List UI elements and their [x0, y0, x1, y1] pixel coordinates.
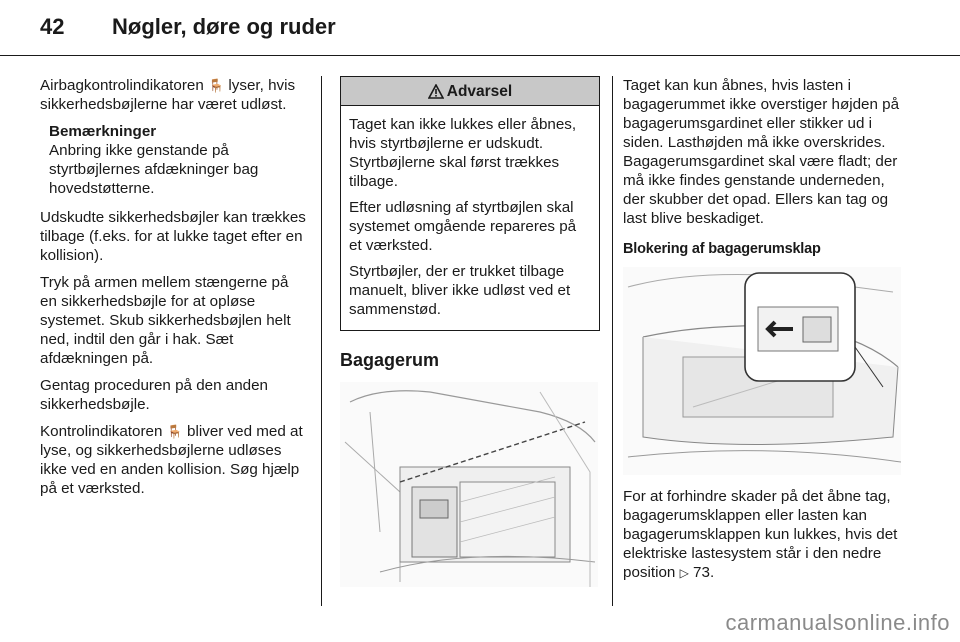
watermark: carmanualsonline.info: [725, 610, 950, 635]
note-title: Bemærkninger: [49, 123, 157, 140]
column-3: [623, 76, 903, 591]
warning-paragraph-1: Taget kan ikke lukkes eller åbnes, hvis styrtbøjlerne er udskudt. Styrtbøjlerne skal først trækkes tilbage.: [349, 116, 577, 190]
warning-paragraph-3: Styrtbøjler, der er trukket tilbage manuelt, bliver ikke udløst ved et sammenstød.: [349, 263, 571, 318]
note-block: [49, 122, 306, 198]
column-divider-2: [612, 76, 613, 606]
paragraph-roof-load: Taget kan kun åbnes, hvis lasten i bagagerummet ikke overstiger højden på bagagerumsgardinet eller stikker ud i siden. Lasthøjden må ikke overskrides. Bagagerumsgardinet skal være fladt; der må ikke findes genstande underneden, der skubber det opad. Ellers kan tag og last blive beskadiget.: [623, 77, 900, 227]
warning-box: [340, 76, 600, 331]
section-title-bagagerum: Bagagerum: [340, 350, 440, 370]
trunk-lock-illustration: [623, 267, 901, 475]
warning-body: [341, 106, 599, 330]
paragraph-retract: Udskudte sikkerhedsbøjler kan trækkes tilbage (f.eks. for at lukke taget efter en kollision).: [40, 209, 306, 264]
paragraph-indicator: Kontrolindikatoren 🪑 bliver ved med at lyse, og sikkerhedsbøjlerne udløses ikke ved en anden kollision. Søg hjælp på et værksted.: [40, 423, 303, 497]
page-reference-icon: ▷: [679, 566, 689, 580]
airbag-indicator-icon: 🪑: [166, 424, 183, 439]
warning-triangle-icon: [428, 84, 444, 99]
subtitle-trunk-lock: Blokering af bagagerumsklap: [623, 241, 821, 257]
paragraph-repeat: Gentag proceduren på den anden sikkerhedsbøjle.: [40, 377, 268, 413]
paragraph-trunk-lock: For at forhindre skader på det åbne tag, bagagerumsklappen eller lasten kan bagagerumsklappen kun lukkes, hvis det elektriske lastesystem står i den nedre position ▷ 73.: [623, 488, 898, 581]
page-number: 42: [40, 14, 65, 39]
column-1: [40, 76, 306, 506]
warning-paragraph-2: Efter udløsning af styrtbøjlen skal systemet omgående repareres på et værksted.: [349, 199, 577, 254]
warning-title: Advarsel: [446, 82, 513, 100]
paragraph-procedure: Tryk på armen mellem stængerne på en sikkerhedsbøjle for at opløse systemet. Skub sikkerhedsbøjlen helt ned, indtil den går i hak. Sæt afdækningen på.: [40, 274, 291, 367]
header-rule: [0, 55, 960, 56]
page-title: Nøgler, døre og ruder: [112, 14, 336, 39]
page-header: [40, 14, 336, 50]
warning-header: [341, 77, 599, 106]
column-2: [340, 76, 602, 587]
paragraph-airbag: Airbagkontrolindikatoren 🪑 lyser, hvis sikkerhedsbøjlerne har været udløst.: [40, 77, 296, 113]
trunk-illustration: [340, 382, 598, 587]
airbag-indicator-icon: 🪑: [208, 78, 225, 93]
column-divider-1: [321, 76, 322, 606]
note-text: Anbring ikke genstande på styrtbøjlernes afdækninger bag hovedstøtterne.: [49, 142, 259, 197]
page-reference[interactable]: 73: [693, 564, 710, 581]
